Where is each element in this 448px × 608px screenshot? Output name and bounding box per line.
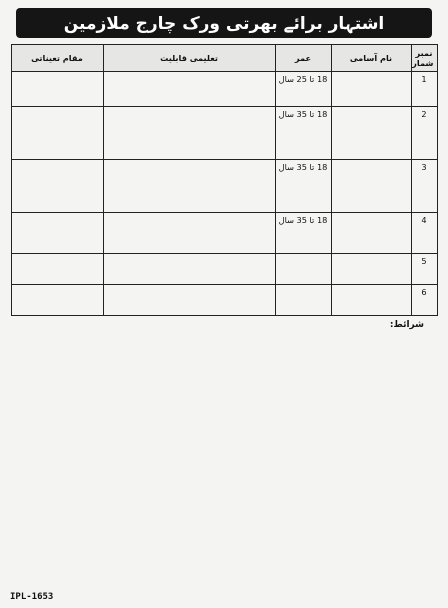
cell-number: 3 xyxy=(411,160,437,213)
page-title: اشتہار برائے بھرتی ورک چارج ملازمین xyxy=(16,8,432,38)
table-header-row xyxy=(11,45,437,72)
cell-age xyxy=(275,285,331,316)
cell-age: 18 تا 25 سال xyxy=(275,72,331,107)
header-place: مقام تعیناتی xyxy=(11,45,103,72)
cell-qualification xyxy=(103,285,275,316)
cell-number: 4 xyxy=(411,213,437,254)
vacancies-table xyxy=(11,44,438,316)
cell-number: 6 xyxy=(411,285,437,316)
cell-qualification xyxy=(103,160,275,213)
header-number: نمبر شمار xyxy=(411,45,437,72)
cell-post xyxy=(331,160,411,213)
cell-number: 5 xyxy=(411,254,437,285)
cell-post xyxy=(331,254,411,285)
header-qualification: تعلیمی قابلیت xyxy=(103,45,275,72)
cell-place xyxy=(11,72,103,107)
cell-age: 18 تا 35 سال xyxy=(275,107,331,160)
cell-post xyxy=(331,213,411,254)
table-row xyxy=(11,254,437,285)
cell-place xyxy=(11,160,103,213)
cell-post xyxy=(331,285,411,316)
ad-reference-code: IPL-1653 xyxy=(10,592,54,602)
cell-place xyxy=(11,107,103,160)
cell-post xyxy=(331,72,411,107)
table-row xyxy=(11,107,437,160)
table-row xyxy=(11,285,437,316)
table-row xyxy=(11,72,437,107)
header-age: عمر xyxy=(275,45,331,72)
cell-qualification xyxy=(103,107,275,160)
cell-qualification xyxy=(103,213,275,254)
table-row xyxy=(11,160,437,213)
cell-qualification xyxy=(103,254,275,285)
cell-qualification xyxy=(103,72,275,107)
cell-place xyxy=(11,254,103,285)
cell-number: 1 xyxy=(411,72,437,107)
cell-age xyxy=(275,254,331,285)
cell-place xyxy=(11,213,103,254)
header-post: نام آسامی xyxy=(331,45,411,72)
cell-post xyxy=(331,107,411,160)
cell-age: 18 تا 35 سال xyxy=(275,160,331,213)
cell-place xyxy=(11,285,103,316)
cell-age: 18 تا 35 سال xyxy=(275,213,331,254)
conditions-heading: شرائط: xyxy=(389,320,424,330)
table-row xyxy=(11,213,437,254)
cell-number: 2 xyxy=(411,107,437,160)
